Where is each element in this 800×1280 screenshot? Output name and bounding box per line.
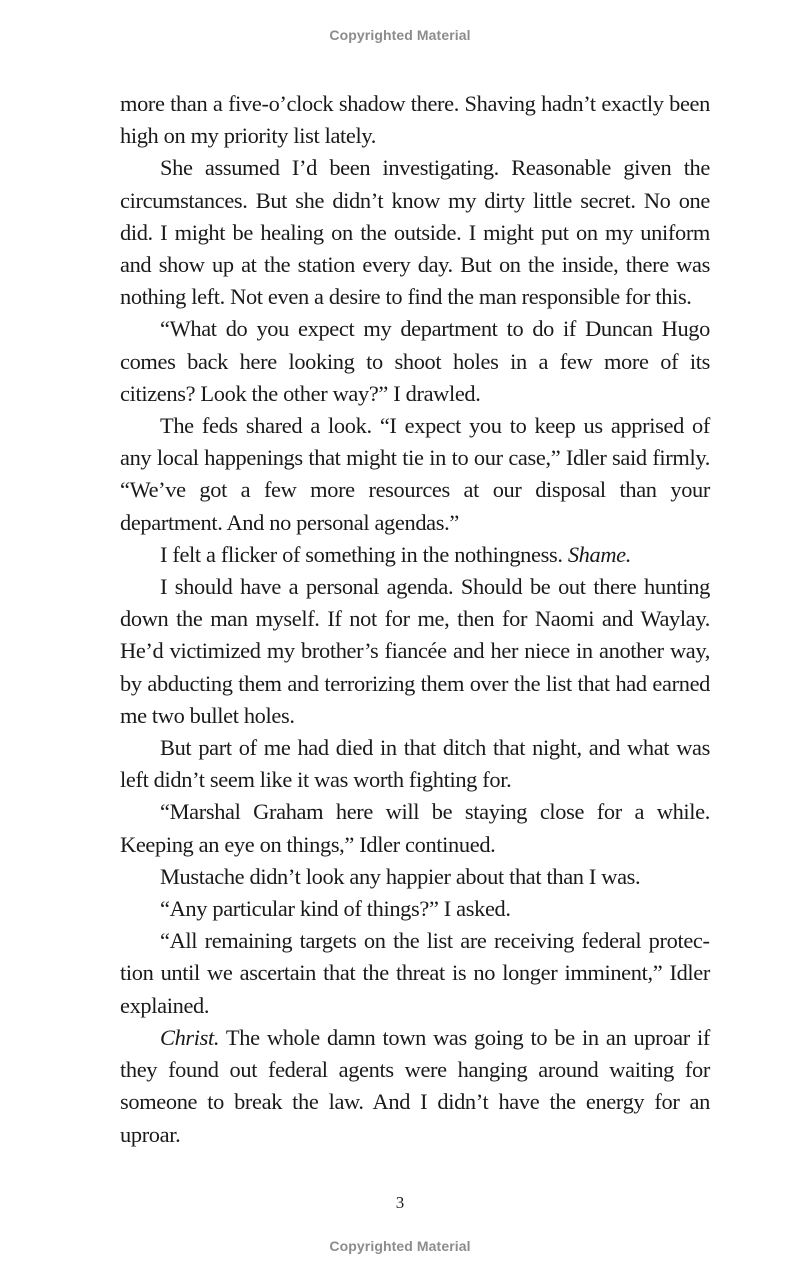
paragraph-6: I should have a personal agenda. Should be out there hunting down the man myself. If not for me, then for Naomi and Waylay. He’d victimized my brother’s fiancée and her niece in another way, by abducting them and terrorizing them over the list that had earned me two bullet holes. xyxy=(120,574,710,728)
paragraph-12: Christ. The whole damn town was going to be in an uproar if they found out federal agents were hanging around waiting for someone to break the law. And I didn’t have the energy for an uproar. xyxy=(120,1024,710,1147)
paragraph-3: “What do you expect my department to do if Duncan Hugo comes back here looking to shoot holes in a few more of its citizens? Look the other way?” I drawled. xyxy=(120,316,710,406)
paragraph-5: I felt a flicker of something in the nothingness. Shame. xyxy=(160,541,632,567)
paragraph-10: “Any particular kind of things?” I asked. xyxy=(160,896,511,922)
copyright-watermark-top: Copyrighted Material xyxy=(329,27,471,43)
page-number: 3 xyxy=(395,1193,405,1212)
paragraph-11: “All remaining targets on the list are receiving federal protection until we ascertain that the threat is no longer imminent,” Idler explained. xyxy=(120,928,710,1018)
paragraph-9: Mustache didn’t look any happier about that than I was. xyxy=(160,863,641,889)
paragraph-1: more than a five-o’clock shadow there. Shaving hadn’t exactly been high on my priority list lately. xyxy=(120,91,710,149)
page-body-text xyxy=(120,88,710,1151)
paragraph-4: The feds shared a look. “I expect you to keep us apprised of any local happenings that might tie in to our case,” Idler said firmly. “We’ve got a few more resources at our disposal than your department. And no personal agendas.” xyxy=(120,413,710,535)
paragraph-8: “Marshal Graham here will be staying close for a while. Keeping an eye on things,” Idler continued. xyxy=(120,799,710,857)
paragraph-7: But part of me had died in that ditch that night, and what was left didn’t seem like it was worth fighting for. xyxy=(120,735,710,793)
italic-word-christ: Christ. xyxy=(160,1024,220,1050)
copyright-watermark-bottom: Copyrighted Material xyxy=(329,1238,471,1254)
paragraph-2: She assumed I’d been investigating. Reasonable given the circumstances. But she didn’t know my dirty little secret. No one did. I might be healing on the outside. I might put on my uniform and show up at the station every day. But on the inside, there was nothing left. Not even a desire to find the man responsible for this. xyxy=(120,155,710,310)
italic-word-shame: Shame. xyxy=(567,541,632,567)
